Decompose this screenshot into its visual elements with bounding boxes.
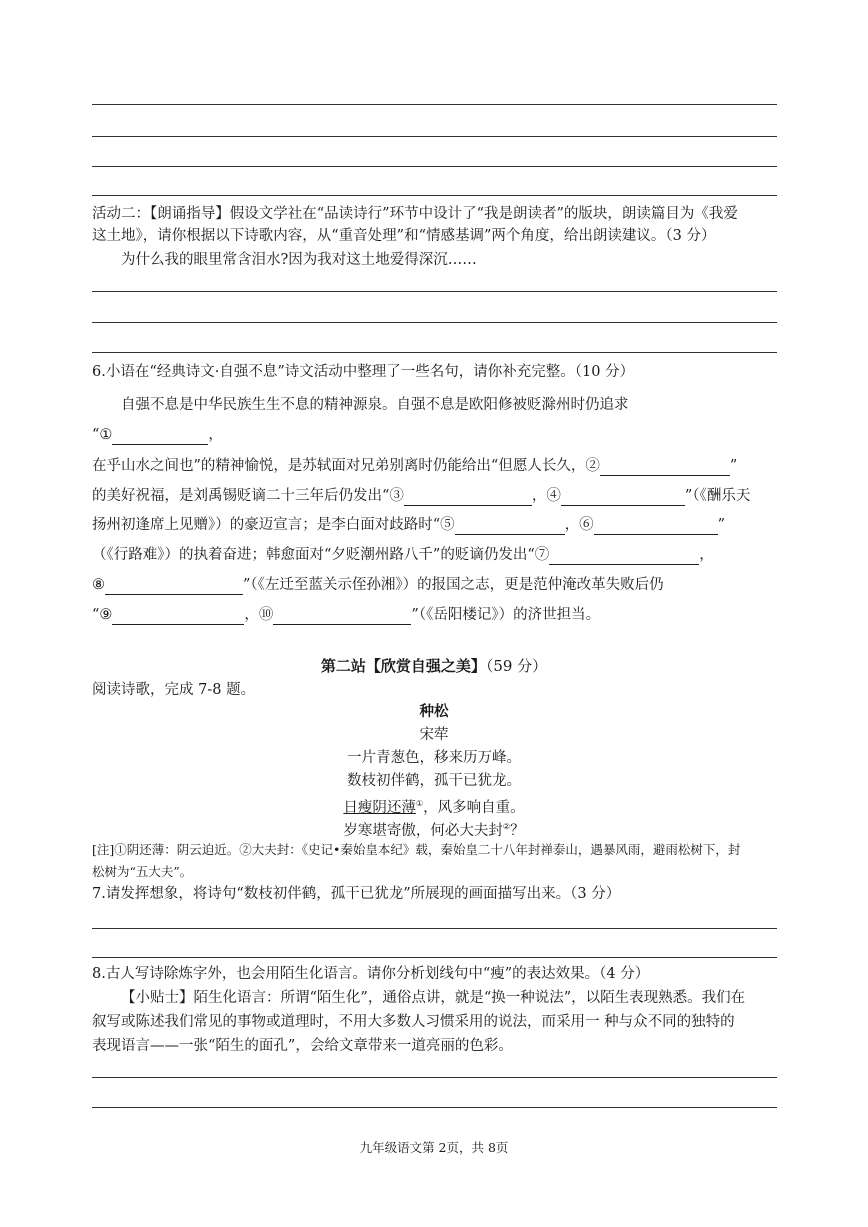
answer-line[interactable] <box>92 1107 777 1108</box>
q6-text: ，⑩ <box>244 607 274 623</box>
q6-line1: 自强不息是中华民族生生不息的精神源泉。自强不息是欧阳修被贬滁州时仍追求 <box>121 397 629 413</box>
q6-line4 <box>92 486 750 506</box>
activity2-tag: 【朗诵指导】 <box>150 206 230 222</box>
note-line-2: 松树为“五大夫”。 <box>92 864 193 879</box>
footnote-mark-1: ① <box>415 799 424 808</box>
q6-line5 <box>92 515 725 535</box>
answer-line[interactable] <box>92 195 777 196</box>
q6-line3 <box>92 456 737 476</box>
fill-blank-2[interactable] <box>600 459 730 476</box>
q6-title: 6.小语在“经典诗文·自强不息”诗文活动中整理了一些名句，请你补充完整。（10 分） <box>92 364 635 380</box>
answer-line[interactable] <box>92 104 777 105</box>
answer-line[interactable] <box>92 957 777 958</box>
q6-text: 在乎山水之间也”的精神愉悦，是苏轼面对兄弟别离时仍能给出“但愿人长久，② <box>92 458 600 474</box>
activity2-line2: 这土地》，请你根据以下诗歌内容，从“重音处理”和“情感基调”两个角度，给出朗读建议。（3 分） <box>92 228 716 244</box>
q6-text: “① <box>92 427 113 443</box>
fill-blank-9[interactable] <box>112 608 244 625</box>
activity2-label: 活动二： <box>92 206 150 222</box>
underlined-line: 日瘦阴还薄 <box>343 799 416 816</box>
q6-line2 <box>92 425 223 445</box>
poem-line-3 <box>0 794 868 818</box>
station2-intro: 阅读诗歌，完成 7-8 题。 <box>92 682 256 698</box>
poem-line-4-text: 岁寒堪寄傲，何必大夫封 <box>343 822 503 839</box>
poem-line-1: 一片青葱色，移来历万峰。 <box>347 750 521 766</box>
q6-text: ， <box>208 427 223 443</box>
q6-line8 <box>92 605 600 625</box>
note-line-1: [注]①阴还薄：阴云迫近。②大夫封：《史记•秦始皇本纪》载，秦始皇二十八年封禅泰山，遇暴风雨，避雨松树下，封 <box>92 842 741 857</box>
q6-text: 的美好祝福，是刘禹锡贬谪二十三年后仍发出“③ <box>92 488 404 504</box>
q6-text: ， <box>699 547 714 563</box>
answer-line[interactable] <box>92 136 777 137</box>
q6-line6 <box>92 545 714 565</box>
poem-title: 种松 <box>419 703 449 720</box>
fill-blank-3[interactable] <box>404 489 532 506</box>
q6-text: “⑨ <box>92 607 113 623</box>
poem-quote-line: 为什么我的眼里常含泪水?因为我对这土地爱得深沉…… <box>121 252 477 268</box>
q8-tip-line-3: 表现语言——一张“陌生的面孔”，会给文章带来一道亮丽的色彩。 <box>92 1038 513 1054</box>
answer-line[interactable] <box>92 291 777 292</box>
q6-text: ，④ <box>531 488 561 504</box>
q6-text: ”（《酬乐天 <box>684 488 751 504</box>
q6-text: ”（《岳阳楼记》）的济世担当。 <box>411 607 601 623</box>
q6-text: ”（《左迁至蓝关示侄孙湘》）的报国之志，更是范仲淹改革失败后仍 <box>243 577 664 593</box>
q8-title: 8.古人写诗除炼字外，也会用陌生化语言。请你分析划线句中“瘦”的表达效果。（4 分） <box>92 966 650 982</box>
station2-score: （59 分） <box>485 657 548 675</box>
q6-text: 扬州初逢席上见赠》）的豪迈宣言；是李白面对歧路时“⑤ <box>92 517 455 533</box>
activity2-text1: 假设文学社在“品读诗行”环节中设计了“我是朗读者”的版块，朗读篇目为《我爱 <box>229 206 738 222</box>
q6-line7 <box>92 575 664 595</box>
poem-line-4 <box>0 817 868 841</box>
fill-blank-1[interactable] <box>112 428 208 445</box>
answer-line[interactable] <box>92 352 777 353</box>
station2-heading <box>0 656 868 676</box>
answer-line[interactable] <box>92 1077 777 1078</box>
answer-line[interactable] <box>92 928 777 929</box>
q6-text: ，⑥ <box>564 517 594 533</box>
station2-title: 第二站【欣赏自强之美】 <box>320 657 486 675</box>
poem-line-4-end: ？ <box>510 822 525 839</box>
poem-line-2: 数枝初伴鹤，孤干已犹龙。 <box>347 773 521 789</box>
fill-blank-10[interactable] <box>273 608 411 625</box>
answer-line[interactable] <box>92 166 777 167</box>
q8-tip-line-2: 叙写或陈述我们常见的事物或道理时，不用大多数人习惯采用的说法，而采用一 种与众不同的独特的 <box>92 1014 735 1030</box>
q6-text: （《行路难》）的执着奋进；韩愈面对“夕贬潮州路八千”的贬谪仍发出“⑦ <box>92 547 550 563</box>
fill-blank-8[interactable] <box>105 578 243 595</box>
answer-line[interactable] <box>92 322 777 323</box>
poem-line-3-rest: ，风多响自重。 <box>423 799 525 816</box>
page-footer: 九年级语文第 2页，共 8页 <box>359 1140 509 1155</box>
fill-blank-7[interactable] <box>549 548 699 565</box>
fill-blank-6[interactable] <box>594 518 718 535</box>
footnote-mark-2: ② <box>502 822 511 831</box>
activity2-line1 <box>92 204 738 224</box>
q6-text: ” <box>717 517 726 533</box>
q7-title: 7.请发挥想象，将诗句“数枝初伴鹤，孤干已犹龙”所展现的画面描写出来。（3 分） <box>92 886 621 902</box>
fill-blank-4[interactable] <box>561 489 685 506</box>
q6-text: ” <box>729 458 738 474</box>
poem-author: 宋荦 <box>419 727 449 743</box>
q6-text: ⑧ <box>92 577 105 593</box>
fill-blank-5[interactable] <box>455 518 565 535</box>
q8-tip-line-1: 【小贴士】陌生化语言：所谓“陌生化”，通俗点讲，就是“换一种说法”，以陌生表现熟悉。我们在 <box>121 990 746 1006</box>
